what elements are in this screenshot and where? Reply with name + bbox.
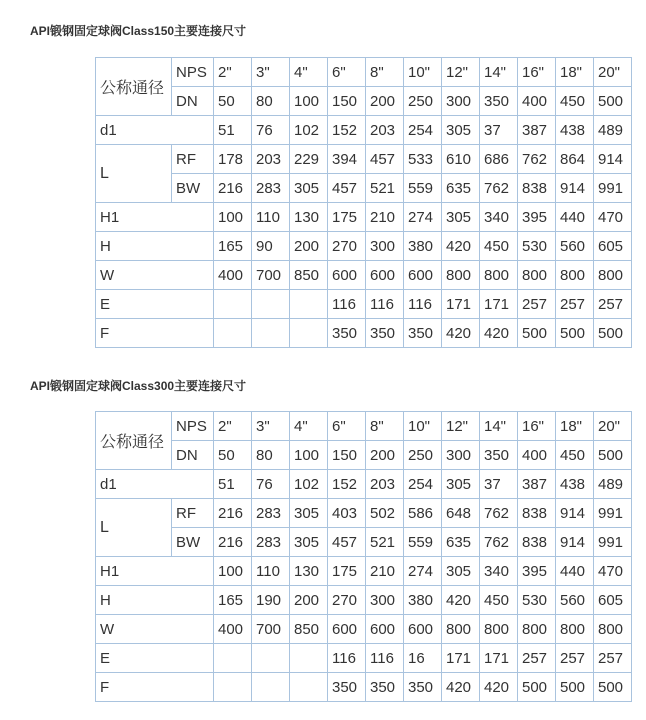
table-row bbox=[96, 499, 632, 528]
e-value-cell: 116 bbox=[366, 644, 404, 673]
e-value-cell: 171 bbox=[442, 644, 480, 673]
dn-value-cell: 200 bbox=[366, 441, 404, 470]
h-value-cell: 380 bbox=[404, 586, 442, 615]
f-value-cell: 500 bbox=[594, 319, 632, 348]
h-value-cell: 300 bbox=[366, 232, 404, 261]
bw-value-cell: 914 bbox=[556, 528, 594, 557]
h1-label: H1 bbox=[96, 557, 214, 586]
dn-value-cell: 80 bbox=[252, 441, 290, 470]
e-value-cell: 257 bbox=[518, 290, 556, 319]
f-value-cell: 500 bbox=[556, 319, 594, 348]
nps-value-cell: 2" bbox=[214, 58, 252, 87]
rf-value-cell: 586 bbox=[404, 499, 442, 528]
table-row bbox=[96, 586, 632, 615]
dn-value-cell: 350 bbox=[480, 87, 518, 116]
e-value-cell: 257 bbox=[556, 644, 594, 673]
f-label: F bbox=[96, 673, 214, 702]
table-row bbox=[96, 673, 632, 702]
dn-value-cell: 400 bbox=[518, 441, 556, 470]
w-value-cell: 800 bbox=[518, 261, 556, 290]
e-label: E bbox=[96, 644, 214, 673]
h1-value-cell: 110 bbox=[252, 557, 290, 586]
dn-value-cell: 450 bbox=[556, 87, 594, 116]
e-value-cell bbox=[214, 644, 252, 673]
rf-value-cell: 533 bbox=[404, 145, 442, 174]
h-value-cell: 300 bbox=[366, 586, 404, 615]
nps-label: NPS bbox=[172, 58, 214, 87]
rf-value-cell: 610 bbox=[442, 145, 480, 174]
rf-value-cell: 502 bbox=[366, 499, 404, 528]
nps-value-cell: 3" bbox=[252, 58, 290, 87]
dn-value-cell: 250 bbox=[404, 441, 442, 470]
nps-value-cell: 12" bbox=[442, 412, 480, 441]
w-value-cell: 600 bbox=[328, 261, 366, 290]
bw-value-cell: 216 bbox=[214, 528, 252, 557]
nps-value-cell: 8" bbox=[366, 58, 404, 87]
h1-value-cell: 305 bbox=[442, 557, 480, 586]
nps-value-cell: 10" bbox=[404, 58, 442, 87]
bw-value-cell: 762 bbox=[480, 174, 518, 203]
bw-value-cell: 521 bbox=[366, 174, 404, 203]
h-value-cell: 450 bbox=[480, 232, 518, 261]
nps-value-cell: 8" bbox=[366, 412, 404, 441]
e-value-cell: 257 bbox=[594, 644, 632, 673]
e-value-cell: 116 bbox=[328, 644, 366, 673]
h-value-cell: 605 bbox=[594, 232, 632, 261]
h-value-cell: 530 bbox=[518, 232, 556, 261]
dimension-table-class300 bbox=[95, 411, 632, 702]
nps-value-cell: 18" bbox=[556, 412, 594, 441]
d1-value-cell: 305 bbox=[442, 116, 480, 145]
d1-value-cell: 438 bbox=[556, 470, 594, 499]
f-value-cell: 350 bbox=[404, 673, 442, 702]
w-label: W bbox=[96, 615, 214, 644]
d1-value-cell: 438 bbox=[556, 116, 594, 145]
h1-value-cell: 175 bbox=[328, 203, 366, 232]
h-value-cell: 165 bbox=[214, 232, 252, 261]
dn-value-cell: 300 bbox=[442, 441, 480, 470]
bw-label: BW bbox=[172, 528, 214, 557]
e-value-cell: 257 bbox=[518, 644, 556, 673]
nps-value-cell: 3" bbox=[252, 412, 290, 441]
d1-value-cell: 51 bbox=[214, 470, 252, 499]
rf-value-cell: 762 bbox=[518, 145, 556, 174]
section-title-class300: API锻钢固定球阀Class300主要连接尺寸 bbox=[30, 379, 247, 393]
nps-value-cell: 6" bbox=[328, 58, 366, 87]
h1-value-cell: 395 bbox=[518, 203, 556, 232]
w-value-cell: 800 bbox=[480, 615, 518, 644]
nps-label: NPS bbox=[172, 412, 214, 441]
h-value-cell: 560 bbox=[556, 586, 594, 615]
h1-value-cell: 130 bbox=[290, 557, 328, 586]
h-value-cell: 380 bbox=[404, 232, 442, 261]
table-row bbox=[96, 58, 632, 87]
rf-value-cell: 203 bbox=[252, 145, 290, 174]
f-value-cell: 420 bbox=[480, 319, 518, 348]
dn-value-cell: 100 bbox=[290, 87, 328, 116]
rf-value-cell: 838 bbox=[518, 499, 556, 528]
w-value-cell: 600 bbox=[404, 615, 442, 644]
w-value-cell: 700 bbox=[252, 615, 290, 644]
h1-value-cell: 100 bbox=[214, 557, 252, 586]
w-value-cell: 800 bbox=[556, 261, 594, 290]
dn-label: DN bbox=[172, 441, 214, 470]
nominal-size-label: 公称通径 bbox=[96, 412, 172, 470]
bw-value-cell: 216 bbox=[214, 174, 252, 203]
rf-value-cell: 283 bbox=[252, 499, 290, 528]
table-row bbox=[96, 145, 632, 174]
rf-value-cell: 864 bbox=[556, 145, 594, 174]
bw-value-cell: 838 bbox=[518, 528, 556, 557]
dn-value-cell: 50 bbox=[214, 441, 252, 470]
e-value-cell: 171 bbox=[442, 290, 480, 319]
rf-value-cell: 178 bbox=[214, 145, 252, 174]
d1-label: d1 bbox=[96, 116, 214, 145]
d1-value-cell: 37 bbox=[480, 116, 518, 145]
h1-value-cell: 340 bbox=[480, 203, 518, 232]
e-value-cell bbox=[252, 644, 290, 673]
dn-value-cell: 80 bbox=[252, 87, 290, 116]
h-value-cell: 270 bbox=[328, 232, 366, 261]
table-row bbox=[96, 203, 632, 232]
d1-value-cell: 76 bbox=[252, 470, 290, 499]
f-value-cell: 420 bbox=[480, 673, 518, 702]
f-value-cell: 350 bbox=[366, 673, 404, 702]
w-value-cell: 800 bbox=[594, 615, 632, 644]
w-value-cell: 800 bbox=[594, 261, 632, 290]
length-label: L bbox=[96, 499, 172, 557]
dn-value-cell: 250 bbox=[404, 87, 442, 116]
d1-value-cell: 76 bbox=[252, 116, 290, 145]
h1-value-cell: 440 bbox=[556, 203, 594, 232]
rf-value-cell: 762 bbox=[480, 499, 518, 528]
h-value-cell: 530 bbox=[518, 586, 556, 615]
table-row bbox=[96, 441, 632, 470]
h-value-cell: 200 bbox=[290, 586, 328, 615]
d1-value-cell: 37 bbox=[480, 470, 518, 499]
h1-value-cell: 305 bbox=[442, 203, 480, 232]
dn-value-cell: 500 bbox=[594, 441, 632, 470]
d1-value-cell: 102 bbox=[290, 116, 328, 145]
d1-value-cell: 387 bbox=[518, 116, 556, 145]
dn-value-cell: 400 bbox=[518, 87, 556, 116]
table-row bbox=[96, 615, 632, 644]
h-value-cell: 90 bbox=[252, 232, 290, 261]
table-row bbox=[96, 232, 632, 261]
f-value-cell: 350 bbox=[404, 319, 442, 348]
h-value-cell: 270 bbox=[328, 586, 366, 615]
f-value-cell: 500 bbox=[518, 673, 556, 702]
e-value-cell bbox=[290, 644, 328, 673]
f-value-cell: 350 bbox=[328, 673, 366, 702]
bw-value-cell: 283 bbox=[252, 528, 290, 557]
nps-value-cell: 18" bbox=[556, 58, 594, 87]
bw-value-cell: 991 bbox=[594, 528, 632, 557]
h-label: H bbox=[96, 586, 214, 615]
e-value-cell: 171 bbox=[480, 290, 518, 319]
dn-value-cell: 350 bbox=[480, 441, 518, 470]
f-value-cell bbox=[214, 673, 252, 702]
table-row bbox=[96, 174, 632, 203]
bw-value-cell: 762 bbox=[480, 528, 518, 557]
bw-value-cell: 457 bbox=[328, 174, 366, 203]
rf-value-cell: 991 bbox=[594, 499, 632, 528]
rf-value-cell: 394 bbox=[328, 145, 366, 174]
e-label: E bbox=[96, 290, 214, 319]
h1-value-cell: 210 bbox=[366, 557, 404, 586]
d1-value-cell: 387 bbox=[518, 470, 556, 499]
rf-value-cell: 686 bbox=[480, 145, 518, 174]
w-value-cell: 700 bbox=[252, 261, 290, 290]
rf-value-cell: 305 bbox=[290, 499, 328, 528]
d1-value-cell: 489 bbox=[594, 116, 632, 145]
e-value-cell bbox=[290, 290, 328, 319]
h1-label: H1 bbox=[96, 203, 214, 232]
f-value-cell: 350 bbox=[328, 319, 366, 348]
table-row bbox=[96, 528, 632, 557]
e-value-cell: 116 bbox=[366, 290, 404, 319]
nps-value-cell: 14" bbox=[480, 58, 518, 87]
w-value-cell: 850 bbox=[290, 615, 328, 644]
f-value-cell bbox=[290, 673, 328, 702]
table-row bbox=[96, 319, 632, 348]
nps-value-cell: 16" bbox=[518, 412, 556, 441]
h-value-cell: 165 bbox=[214, 586, 252, 615]
d1-value-cell: 203 bbox=[366, 116, 404, 145]
w-value-cell: 800 bbox=[518, 615, 556, 644]
f-value-cell: 500 bbox=[518, 319, 556, 348]
h1-value-cell: 110 bbox=[252, 203, 290, 232]
table-row bbox=[96, 290, 632, 319]
dn-value-cell: 50 bbox=[214, 87, 252, 116]
h-value-cell: 420 bbox=[442, 232, 480, 261]
dimension-table-class150 bbox=[95, 57, 632, 348]
rf-value-cell: 648 bbox=[442, 499, 480, 528]
rf-value-cell: 403 bbox=[328, 499, 366, 528]
h1-value-cell: 470 bbox=[594, 203, 632, 232]
bw-value-cell: 991 bbox=[594, 174, 632, 203]
nps-value-cell: 20" bbox=[594, 412, 632, 441]
w-value-cell: 800 bbox=[442, 615, 480, 644]
d1-value-cell: 51 bbox=[214, 116, 252, 145]
dn-value-cell: 300 bbox=[442, 87, 480, 116]
nps-value-cell: 6" bbox=[328, 412, 366, 441]
d1-value-cell: 152 bbox=[328, 470, 366, 499]
dn-value-cell: 150 bbox=[328, 441, 366, 470]
rf-value-cell: 914 bbox=[594, 145, 632, 174]
e-value-cell: 16 bbox=[404, 644, 442, 673]
w-value-cell: 800 bbox=[480, 261, 518, 290]
e-value-cell: 116 bbox=[404, 290, 442, 319]
table-row bbox=[96, 87, 632, 116]
nps-value-cell: 14" bbox=[480, 412, 518, 441]
bw-value-cell: 559 bbox=[404, 174, 442, 203]
h-value-cell: 605 bbox=[594, 586, 632, 615]
w-value-cell: 600 bbox=[366, 615, 404, 644]
h1-value-cell: 100 bbox=[214, 203, 252, 232]
dn-value-cell: 450 bbox=[556, 441, 594, 470]
bw-value-cell: 635 bbox=[442, 174, 480, 203]
f-label: F bbox=[96, 319, 214, 348]
h1-value-cell: 440 bbox=[556, 557, 594, 586]
h1-value-cell: 274 bbox=[404, 203, 442, 232]
d1-value-cell: 254 bbox=[404, 470, 442, 499]
f-value-cell: 420 bbox=[442, 673, 480, 702]
f-value-cell bbox=[290, 319, 328, 348]
h1-value-cell: 340 bbox=[480, 557, 518, 586]
w-value-cell: 400 bbox=[214, 261, 252, 290]
dn-value-cell: 150 bbox=[328, 87, 366, 116]
h-value-cell: 560 bbox=[556, 232, 594, 261]
nps-value-cell: 4" bbox=[290, 412, 328, 441]
f-value-cell: 500 bbox=[556, 673, 594, 702]
dn-value-cell: 200 bbox=[366, 87, 404, 116]
rf-value-cell: 914 bbox=[556, 499, 594, 528]
e-value-cell bbox=[252, 290, 290, 319]
bw-value-cell: 838 bbox=[518, 174, 556, 203]
h-value-cell: 450 bbox=[480, 586, 518, 615]
w-label: W bbox=[96, 261, 214, 290]
w-value-cell: 800 bbox=[556, 615, 594, 644]
h-value-cell: 200 bbox=[290, 232, 328, 261]
f-value-cell bbox=[252, 673, 290, 702]
dn-value-cell: 100 bbox=[290, 441, 328, 470]
d1-value-cell: 305 bbox=[442, 470, 480, 499]
nps-value-cell: 12" bbox=[442, 58, 480, 87]
w-value-cell: 800 bbox=[442, 261, 480, 290]
e-value-cell: 257 bbox=[594, 290, 632, 319]
h1-value-cell: 274 bbox=[404, 557, 442, 586]
h1-value-cell: 470 bbox=[594, 557, 632, 586]
f-value-cell bbox=[214, 319, 252, 348]
nps-value-cell: 2" bbox=[214, 412, 252, 441]
f-value-cell: 350 bbox=[366, 319, 404, 348]
dn-value-cell: 500 bbox=[594, 87, 632, 116]
rf-value-cell: 216 bbox=[214, 499, 252, 528]
d1-label: d1 bbox=[96, 470, 214, 499]
e-value-cell: 116 bbox=[328, 290, 366, 319]
bw-value-cell: 305 bbox=[290, 528, 328, 557]
section-title-class150: API锻钢固定球阀Class150主要连接尺寸 bbox=[30, 24, 247, 38]
w-value-cell: 600 bbox=[404, 261, 442, 290]
bw-value-cell: 559 bbox=[404, 528, 442, 557]
rf-value-cell: 457 bbox=[366, 145, 404, 174]
e-value-cell: 257 bbox=[556, 290, 594, 319]
d1-value-cell: 203 bbox=[366, 470, 404, 499]
nps-value-cell: 4" bbox=[290, 58, 328, 87]
f-value-cell: 500 bbox=[594, 673, 632, 702]
w-value-cell: 600 bbox=[328, 615, 366, 644]
bw-label: BW bbox=[172, 174, 214, 203]
nominal-size-label: 公称通径 bbox=[96, 58, 172, 116]
rf-label: RF bbox=[172, 499, 214, 528]
table-row bbox=[96, 412, 632, 441]
f-value-cell: 420 bbox=[442, 319, 480, 348]
h1-value-cell: 130 bbox=[290, 203, 328, 232]
d1-value-cell: 152 bbox=[328, 116, 366, 145]
table-row bbox=[96, 557, 632, 586]
bw-value-cell: 914 bbox=[556, 174, 594, 203]
bw-value-cell: 521 bbox=[366, 528, 404, 557]
h-label: H bbox=[96, 232, 214, 261]
nps-value-cell: 16" bbox=[518, 58, 556, 87]
w-value-cell: 850 bbox=[290, 261, 328, 290]
length-label: L bbox=[96, 145, 172, 203]
rf-value-cell: 229 bbox=[290, 145, 328, 174]
d1-value-cell: 102 bbox=[290, 470, 328, 499]
h1-value-cell: 395 bbox=[518, 557, 556, 586]
table-row bbox=[96, 644, 632, 673]
w-value-cell: 600 bbox=[366, 261, 404, 290]
h1-value-cell: 175 bbox=[328, 557, 366, 586]
nps-value-cell: 20" bbox=[594, 58, 632, 87]
table-row bbox=[96, 261, 632, 290]
bw-value-cell: 283 bbox=[252, 174, 290, 203]
h-value-cell: 420 bbox=[442, 586, 480, 615]
f-value-cell bbox=[252, 319, 290, 348]
table-row bbox=[96, 116, 632, 145]
table-row bbox=[96, 470, 632, 499]
h1-value-cell: 210 bbox=[366, 203, 404, 232]
e-value-cell: 171 bbox=[480, 644, 518, 673]
dn-label: DN bbox=[172, 87, 214, 116]
e-value-cell bbox=[214, 290, 252, 319]
h-value-cell: 190 bbox=[252, 586, 290, 615]
w-value-cell: 400 bbox=[214, 615, 252, 644]
bw-value-cell: 635 bbox=[442, 528, 480, 557]
bw-value-cell: 305 bbox=[290, 174, 328, 203]
bw-value-cell: 457 bbox=[328, 528, 366, 557]
rf-label: RF bbox=[172, 145, 214, 174]
nps-value-cell: 10" bbox=[404, 412, 442, 441]
d1-value-cell: 489 bbox=[594, 470, 632, 499]
d1-value-cell: 254 bbox=[404, 116, 442, 145]
